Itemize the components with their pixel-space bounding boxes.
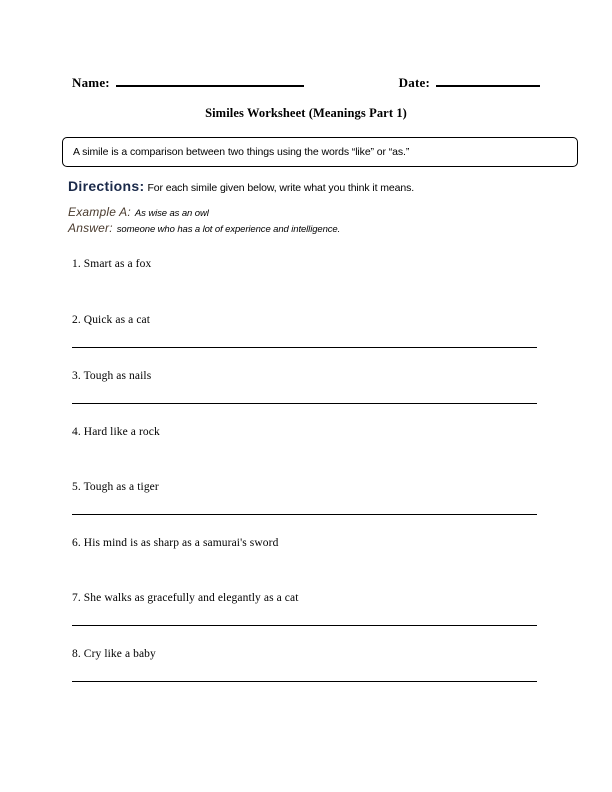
question-item bbox=[72, 310, 538, 328]
answer-write-in-rule[interactable] bbox=[72, 681, 537, 682]
date-label: Date: bbox=[398, 75, 430, 90]
directions-text: For each simile given below, write what you think it means. bbox=[147, 182, 415, 194]
question-item bbox=[72, 422, 538, 440]
example-value: As wise as an owl bbox=[134, 208, 209, 219]
example-label: Example A: bbox=[68, 205, 131, 219]
question-item bbox=[72, 588, 538, 606]
simile-definition-text: A simile is a comparison between two things using the words “like” or “as.” bbox=[73, 146, 410, 158]
example-answer-label: Answer: bbox=[68, 221, 113, 235]
question-text: 2. Quick as a cat bbox=[72, 314, 151, 326]
example-answer-value: someone who has a lot of experience and intelligence. bbox=[116, 224, 341, 235]
question-text: 6. His mind is as sharp as a samurai's sword bbox=[72, 537, 279, 549]
question-text: 5. Tough as a tiger bbox=[72, 481, 159, 493]
directions-label: Directions: bbox=[68, 178, 145, 194]
question-item bbox=[72, 644, 538, 662]
question-text: 4. Hard like a rock bbox=[72, 426, 160, 438]
answer-write-in-rule[interactable] bbox=[72, 625, 537, 626]
answer-write-in-rule[interactable] bbox=[72, 514, 537, 515]
question-item bbox=[72, 533, 538, 551]
question-item bbox=[72, 254, 538, 272]
name-label: Name: bbox=[72, 75, 110, 90]
question-text: 8. Cry like a baby bbox=[72, 648, 156, 660]
answer-write-in-rule[interactable] bbox=[72, 403, 537, 404]
question-item bbox=[72, 366, 538, 384]
question-text: 1. Smart as a fox bbox=[72, 258, 152, 270]
question-item bbox=[72, 477, 538, 495]
page-title: Similes Worksheet (Meanings Part 1) bbox=[205, 106, 407, 120]
question-text: 3. Tough as nails bbox=[72, 370, 152, 382]
answer-write-in-rule[interactable] bbox=[72, 347, 537, 348]
question-text: 7. She walks as gracefully and elegantly as a cat bbox=[72, 592, 299, 604]
